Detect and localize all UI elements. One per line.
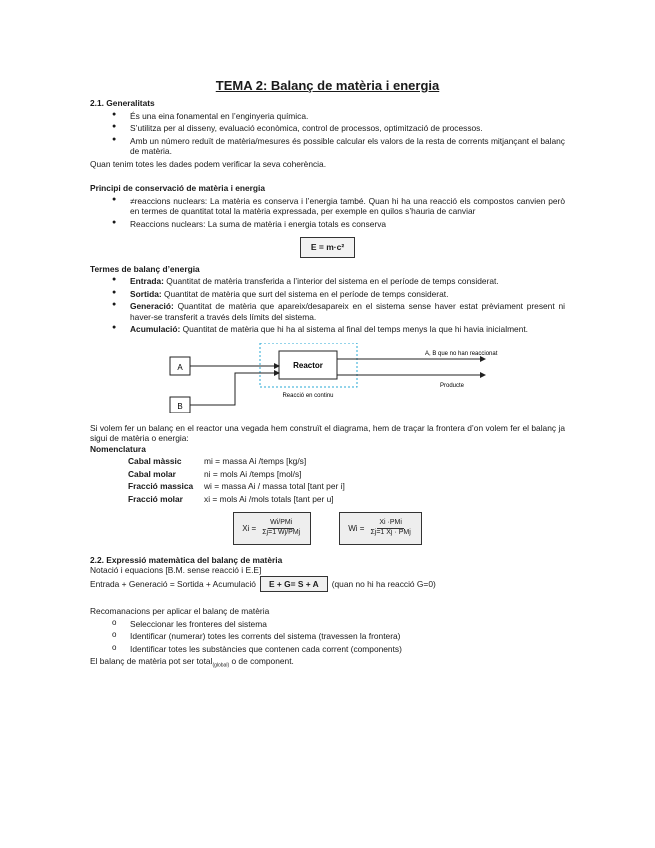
nomenclature-row: Fracció molar xi = mols Ai /mols totals [tant per u] (128, 493, 334, 504)
list-item: o Seleccionar les fronteres del sistema (90, 619, 565, 630)
nomenclature-row: Cabal màssic mi = massa Ai /temps [kg/s] (128, 456, 307, 467)
list-item (90, 324, 565, 335)
input-a-label: A (177, 362, 183, 372)
list-item: ● Reaccions nuclears: La suma de matèria i energia totals es conserva (90, 219, 565, 230)
reactor-diagram (90, 343, 565, 413)
formula-box-emc2: E = m·c² (300, 237, 355, 258)
formula-box-molar-fraction: Xi = $\frac{\text{Wi/PMi}}{\text{Σj=1 Wj/PMj}}$ (233, 512, 311, 545)
paragraph: Quan tenim totes les dades podem verificar la seva coherència. (90, 158, 327, 169)
term-text: Quantitat de matèria que hi ha al sistema al final del temps menys la que hi havia inicialment. (180, 324, 529, 335)
balance-equation-line: Entrada + Generació = Sortida + Acumulació E + G= S + A (quan no hi ha reacció G=0) (90, 576, 565, 593)
fraction-formulas (90, 512, 565, 545)
output-unreacted-label: A, B que no han reaccionat (425, 350, 498, 357)
diagram-caption: Reacció en continu (282, 392, 334, 399)
termes-list (90, 276, 565, 335)
formula-box-mass-fraction: Wi = $\frac{\text{Xi ·PMi}}{\text{Σj=1 Xj · PMj}}$ (339, 512, 422, 545)
paragraph: Si volem fer un balanç en el reactor una vegada hem construït el diagrama, hem de traçar la frontera d’on volem fer el balanç ja sigui de matèria o energia: (90, 422, 565, 444)
term-text: Quantitat de matèria transferida a l’interior del sistema en el període de temps considerat. (163, 276, 499, 287)
term-label: Sortida: (130, 288, 162, 299)
output-product-label: Producte (440, 382, 465, 389)
reactor-label: Reactor (293, 360, 323, 370)
term-label: Generació: (130, 301, 174, 312)
input-b-label: B (177, 401, 183, 411)
recomanacions-list (90, 619, 565, 655)
section-heading-nomenclatura: Nomenclatura (90, 443, 146, 454)
section-heading-generalitats: 2.1. Generalitats (90, 98, 155, 109)
list-item: ● És una eina fonamental en l’enginyeria química. (90, 111, 565, 122)
formula-box-egsa: E + G= S + A (260, 576, 328, 593)
section-heading-recomanacions: Recomanacions per aplicar el balanç de matèria (90, 606, 270, 617)
term-text: Quantitat de matèria que surt del sistema en el període de temps considerat. (161, 288, 449, 299)
list-item (90, 301, 565, 322)
section-heading-conservacio: Principi de conservació de matèria i energia (90, 183, 266, 194)
paragraph: El balanç de matèria pot ser total$_{(global)}$ o de component. (90, 656, 294, 670)
section-heading-expressio: 2.2. Expressió matemàtica del balanç de matèria (90, 554, 283, 565)
list-item (90, 289, 565, 300)
list-item: o Identificar totes les substàncies que contenen cada corrent (components) (90, 644, 565, 655)
list-item: ● ≠reaccions nuclears: La matèria es conserva i l’energia també. Quan hi ha una reacció els compostos canvien però en termes de quantitat total la matèria expressada, per exemple en quilos s’hauria de canviar (90, 196, 565, 217)
page-title: TEMA 2: Balanç de matèria i energia (215, 78, 440, 93)
nomenclature-row: Fracció massica wi = massa Ai / massa total [tant per i] (128, 481, 345, 492)
nomenclature-row: Cabal molar ni = mols Ai /temps [mol/s] (128, 468, 302, 479)
paragraph: Notació i equacions [B.M. sense reacció i E.E] (90, 565, 262, 576)
list-item: ● Amb un número reduït de matèria/mesures és possible calcular els valors de la resta de corrents mitjançant el balanç de matèria. (90, 136, 565, 157)
nomenclature-table (128, 456, 565, 504)
list-item: ● S’utilitza per al disseny, evaluació econòmica, control de processos, optimització de processos. (90, 123, 565, 134)
term-label: Acumulació: (130, 324, 181, 335)
list-item (90, 276, 565, 287)
generalitats-list (90, 111, 565, 157)
reactor-diagram-svg (90, 343, 565, 413)
section-heading-termes: Termes de balanç d’energia (90, 263, 200, 274)
term-label: Entrada: (130, 276, 164, 287)
term-text: Quantitat de matèria que apareix/desapareix en el sistema sense haver estat prèviament present ni haver-se transferit a través dels límits del sistema. (130, 301, 565, 322)
document-page (90, 78, 565, 669)
arrow-b-to-reactor (190, 373, 279, 405)
conservacio-list (90, 196, 565, 230)
list-item: o Identificar (numerar) totes les corrents del sistema (travessen la frontera) (90, 631, 565, 642)
